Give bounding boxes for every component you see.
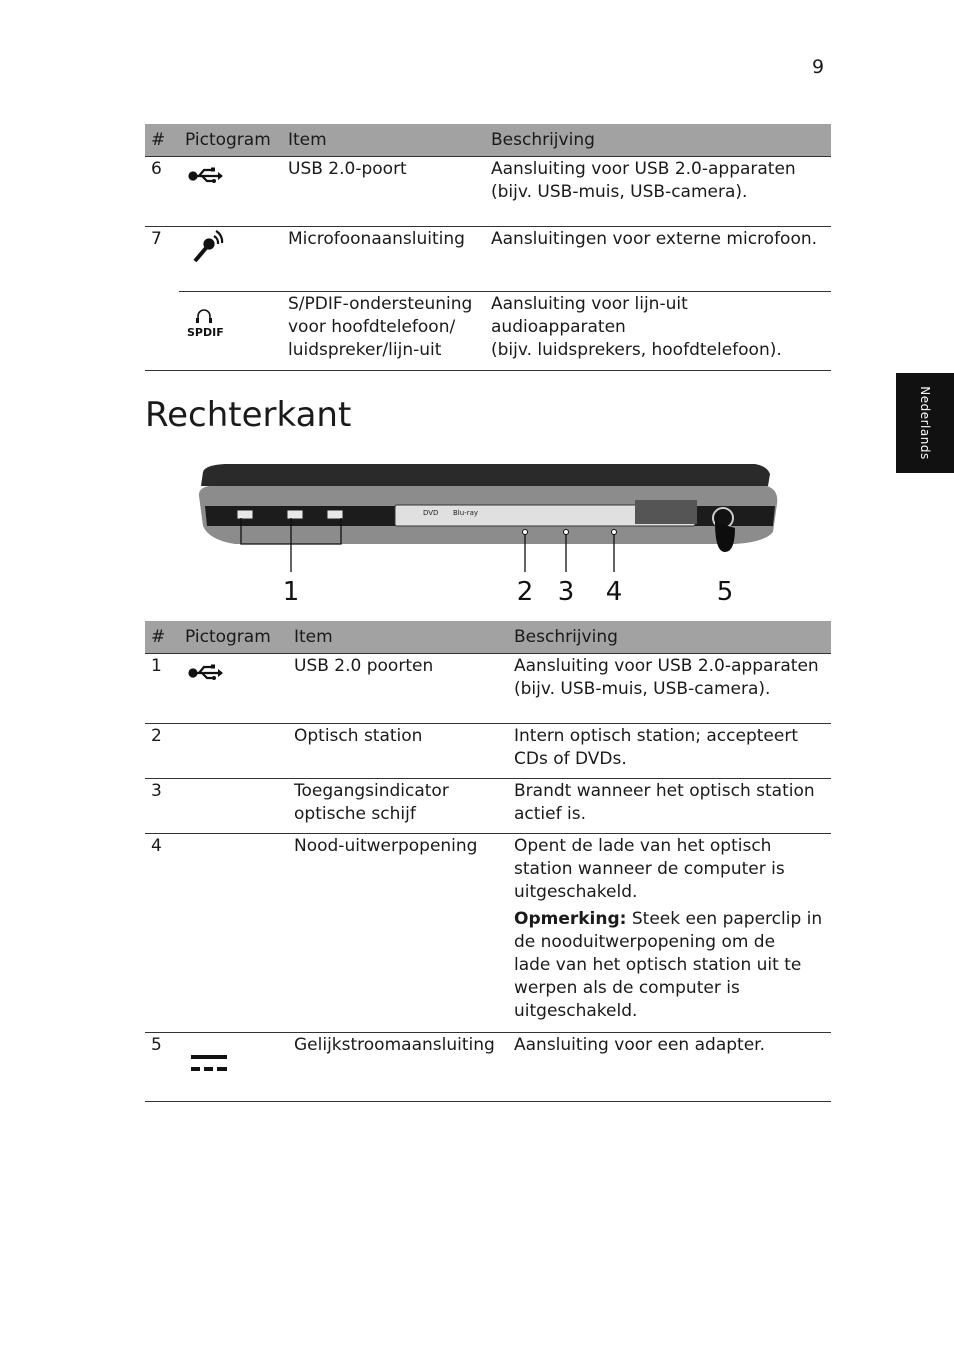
row-item — [288, 779, 508, 834]
ports-table-continued — [145, 124, 831, 371]
table-header-row — [145, 621, 831, 654]
note-line: uitgeschakeld. — [514, 1001, 638, 1021]
table-row — [145, 654, 831, 724]
dvd-label: DVD — [423, 509, 439, 517]
callout-4: 4 — [605, 577, 623, 607]
language-side-tab — [896, 373, 954, 473]
description-line: audioapparaten — [491, 317, 626, 337]
description-line: (bijv. USB-muis, USB-camera). — [491, 182, 748, 202]
header-pictogram: Pictogram — [179, 124, 282, 157]
table-row — [145, 157, 831, 227]
note-block — [514, 908, 827, 1023]
note-label: Opmerking: — [514, 909, 627, 929]
callout-3: 3 — [557, 577, 575, 607]
description-line: (bijv. USB-muis, USB-camera). — [514, 679, 771, 699]
row-item: USB 2.0-poort — [282, 157, 485, 227]
item-line: Toegangsindicator — [294, 781, 449, 801]
description-line: Opent de lade van het optisch — [514, 836, 772, 856]
row-item: Microfoonaansluiting — [282, 227, 485, 292]
description-line: Aansluiting voor USB 2.0-apparaten — [514, 656, 819, 676]
language-tab-label: Nederlands — [918, 386, 932, 460]
row-description — [485, 157, 831, 227]
description-line: Brandt wanneer het optisch station — [514, 781, 815, 801]
callout-numbers — [283, 577, 734, 607]
row-description — [508, 834, 831, 1033]
microphone-icon — [185, 227, 229, 267]
row-number: 6 — [145, 157, 179, 227]
row-description — [508, 654, 831, 724]
row-item — [282, 292, 485, 371]
bluray-label: Blu-ray — [453, 509, 479, 517]
row-number: 3 — [145, 779, 179, 834]
callout-5: 5 — [716, 577, 734, 607]
item-line: optische schijf — [294, 804, 416, 824]
row-number: 1 — [145, 654, 179, 724]
header-number: # — [145, 621, 179, 654]
row-item: Gelijkstroomaansluiting — [288, 1033, 508, 1102]
description-line: station wanneer de computer is — [514, 859, 785, 879]
row-number: 4 — [145, 834, 179, 1033]
row-description — [485, 292, 831, 371]
row-icon-cell — [179, 779, 288, 834]
note-line: lade van het optisch station uit te — [514, 955, 802, 975]
header-description: Beschrijving — [508, 621, 831, 654]
header-item: Item — [288, 621, 508, 654]
laptop-right-side-diagram — [195, 460, 785, 610]
description-line: actief is. — [514, 804, 586, 824]
row-description: Aansluiting voor een adapter. — [508, 1033, 831, 1102]
row-number: 5 — [145, 1033, 179, 1102]
usb-icon — [185, 654, 225, 684]
row-icon-cell — [179, 1033, 288, 1102]
row-icon-cell — [179, 834, 288, 1033]
row-number: 7 — [145, 227, 179, 371]
row-icon-cell — [179, 292, 282, 371]
row-item: Optisch station — [288, 724, 508, 779]
description-line: Intern optisch station; accepteert — [514, 726, 798, 746]
row-item: USB 2.0 poorten — [288, 654, 508, 724]
row-number: 2 — [145, 724, 179, 779]
description-line: Aansluiting voor lijn-uit — [491, 294, 688, 314]
row-icon-cell — [179, 157, 282, 227]
row-description — [508, 779, 831, 834]
laptop-body — [199, 464, 777, 544]
callout-2: 2 — [516, 577, 534, 607]
note-line — [514, 908, 827, 931]
page-number: 9 — [812, 56, 825, 78]
description-line: Aansluiting voor USB 2.0-apparaten — [491, 159, 796, 179]
table-row — [145, 724, 831, 779]
item-line: S/PDIF-ondersteuning — [288, 294, 473, 314]
right-side-ports-table — [145, 621, 831, 1102]
description-line: (bijv. luidsprekers, hoofdtelefoon). — [491, 340, 782, 360]
description-line: uitgeschakeld. — [514, 882, 638, 902]
usb-ports — [237, 510, 343, 519]
spdif-headphone-icon — [185, 306, 225, 338]
note-line: werpen als de computer is — [514, 978, 740, 998]
row-description: Aansluitingen voor externe microfoon. — [485, 227, 831, 292]
note-line: de nooduitwerpopening om de — [514, 932, 776, 952]
row-icon-cell — [179, 654, 288, 724]
table-header-row — [145, 124, 831, 157]
row-icon-cell — [179, 227, 282, 292]
row-description — [508, 724, 831, 779]
table-row — [145, 227, 831, 292]
row-icon-cell — [179, 724, 288, 779]
item-line: luidspreker/lijn-uit — [288, 340, 442, 360]
header-description: Beschrijving — [485, 124, 831, 157]
dc-power-icon — [185, 1051, 229, 1077]
header-pictogram: Pictogram — [179, 621, 288, 654]
note-text: Steek een paperclip in — [631, 909, 823, 929]
table-row — [145, 292, 831, 371]
header-number: # — [145, 124, 179, 157]
section-title: Rechterkant — [145, 395, 352, 435]
item-line: voor hoofdtelefoon/ — [288, 317, 456, 337]
table-row — [145, 1033, 831, 1102]
table-row — [145, 834, 831, 1033]
header-item: Item — [282, 124, 485, 157]
spdif-label: SPDIF — [187, 326, 224, 338]
row-item: Nood-uitwerpopening — [288, 834, 508, 1033]
table-row — [145, 779, 831, 834]
description-line: CDs of DVDs. — [514, 749, 627, 769]
usb-icon — [185, 157, 225, 187]
callout-1: 1 — [282, 577, 300, 607]
